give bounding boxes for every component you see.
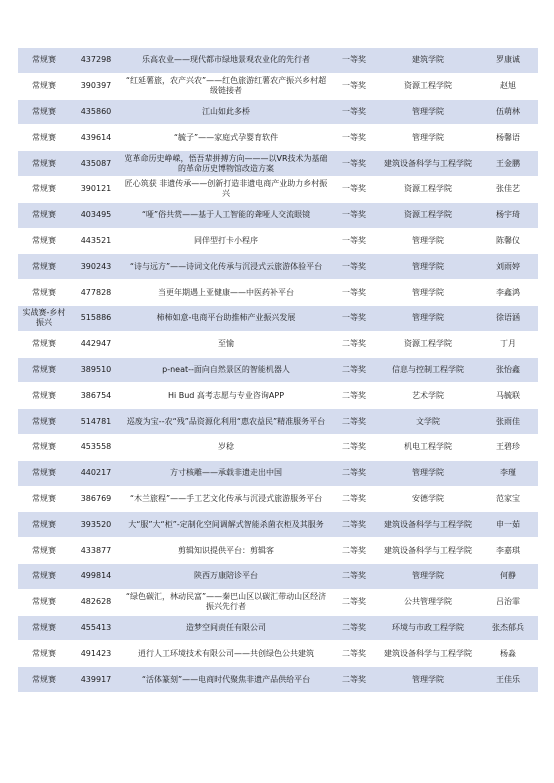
project-id-cell: 439917 — [70, 667, 122, 693]
leader-name-cell: 刘雨婷 — [478, 254, 538, 280]
school-cell: 管理学院 — [378, 99, 478, 125]
project-title-cell: Hi Bud 高考志愿与专业咨询APP — [122, 383, 330, 409]
competition-type-cell: 常规赛 — [18, 73, 70, 99]
competition-type-cell: 常规赛 — [18, 667, 70, 693]
competition-type-cell: 常规赛 — [18, 615, 70, 641]
competition-type-cell: 常规赛 — [18, 176, 70, 202]
award-level-cell: 二等奖 — [330, 460, 378, 486]
award-level-cell: 二等奖 — [330, 538, 378, 564]
leader-name-cell: 李鑫鸿 — [478, 280, 538, 306]
project-title-cell: 陕西万康陪诊平台 — [122, 563, 330, 589]
table-row — [18, 667, 538, 693]
project-id-cell: 390121 — [70, 176, 122, 202]
competition-type-cell: 常规赛 — [18, 125, 70, 151]
school-cell: 管理学院 — [378, 280, 478, 306]
project-id-cell: 491423 — [70, 641, 122, 667]
awards-table-body — [18, 48, 538, 692]
competition-type-cell: 常规赛 — [18, 228, 70, 254]
school-cell: 艺术学院 — [378, 383, 478, 409]
award-level-cell: 一等奖 — [330, 48, 378, 73]
project-id-cell: 435860 — [70, 99, 122, 125]
competition-type-cell: 常规赛 — [18, 331, 70, 357]
leader-name-cell: 李瑾 — [478, 460, 538, 486]
competition-type-cell: 常规赛 — [18, 434, 70, 460]
project-id-cell: 515886 — [70, 305, 122, 331]
table-row — [18, 176, 538, 202]
project-id-cell: 386769 — [70, 486, 122, 512]
table-row — [18, 383, 538, 409]
award-level-cell: 二等奖 — [330, 615, 378, 641]
table-row — [18, 589, 538, 615]
project-title-cell: “活体篆刻”——电商时代聚焦非遗产品供给平台 — [122, 667, 330, 693]
competition-type-cell: 常规赛 — [18, 409, 70, 435]
school-cell: 环境与市政工程学院 — [378, 615, 478, 641]
award-level-cell: 一等奖 — [330, 280, 378, 306]
project-title-cell: p-neat--面向自然景区的智能机器人 — [122, 357, 330, 383]
table-row — [18, 73, 538, 99]
project-title-cell: 江山如此多桥 — [122, 99, 330, 125]
school-cell: 资源工程学院 — [378, 331, 478, 357]
leader-name-cell: 伍萌林 — [478, 99, 538, 125]
competition-type-cell: 常规赛 — [18, 563, 70, 589]
project-title-cell: 剪辑知识提供平台：剪辑客 — [122, 538, 330, 564]
project-id-cell: 443521 — [70, 228, 122, 254]
award-level-cell: 二等奖 — [330, 486, 378, 512]
project-title-cell: 岁稔 — [122, 434, 330, 460]
table-row — [18, 434, 538, 460]
award-level-cell: 一等奖 — [330, 99, 378, 125]
project-id-cell: 453558 — [70, 434, 122, 460]
school-cell: 建筑设备科学与工程学院 — [378, 538, 478, 564]
school-cell: 管理学院 — [378, 460, 478, 486]
project-title-cell: “诗与远方”——诗词文化传承与沉浸式云旅游体验平台 — [122, 254, 330, 280]
project-title-cell: 方寸核雕——承载非遗走出中国 — [122, 460, 330, 486]
award-level-cell: 一等奖 — [330, 305, 378, 331]
competition-type-cell: 常规赛 — [18, 641, 70, 667]
school-cell: 资源工程学院 — [378, 73, 478, 99]
leader-name-cell: 张杰郁兵 — [478, 615, 538, 641]
leader-name-cell: 赵旭 — [478, 73, 538, 99]
table-row — [18, 280, 538, 306]
award-level-cell: 二等奖 — [330, 357, 378, 383]
table-row — [18, 615, 538, 641]
school-cell: 管理学院 — [378, 563, 478, 589]
school-cell: 管理学院 — [378, 667, 478, 693]
table-row — [18, 641, 538, 667]
competition-type-cell: 常规赛 — [18, 280, 70, 306]
table-row — [18, 331, 538, 357]
school-cell: 建筑设备科学与工程学院 — [378, 151, 478, 177]
leader-name-cell: 马毓联 — [478, 383, 538, 409]
project-id-cell: 403495 — [70, 202, 122, 228]
project-id-cell: 386754 — [70, 383, 122, 409]
leader-name-cell: 吕治霏 — [478, 589, 538, 615]
leader-name-cell: 申一茹 — [478, 512, 538, 538]
table-row — [18, 305, 538, 331]
award-level-cell: 一等奖 — [330, 125, 378, 151]
award-level-cell: 一等奖 — [330, 254, 378, 280]
competition-type-cell: 常规赛 — [18, 538, 70, 564]
leader-name-cell: 王碧珍 — [478, 434, 538, 460]
project-id-cell: 455413 — [70, 615, 122, 641]
competition-type-cell: 常规赛 — [18, 151, 70, 177]
school-cell: 安德学院 — [378, 486, 478, 512]
project-title-cell: 览革命历史峥嵘，悟吾辈拼搏方向———以VR技术为基础的革命历史博物馆改造方案 — [122, 151, 330, 177]
leader-name-cell: 杨宇琦 — [478, 202, 538, 228]
project-title-cell: 至愉 — [122, 331, 330, 357]
school-cell: 资源工程学院 — [378, 202, 478, 228]
project-id-cell: 482628 — [70, 589, 122, 615]
leader-name-cell: 丁月 — [478, 331, 538, 357]
competition-type-cell: 常规赛 — [18, 202, 70, 228]
project-title-cell: “木兰旅程”——手工艺文化传承与沉浸式旅游服务平台 — [122, 486, 330, 512]
award-level-cell: 二等奖 — [330, 667, 378, 693]
leader-name-cell: 何静 — [478, 563, 538, 589]
competition-type-cell: 常规赛 — [18, 512, 70, 538]
school-cell: 机电工程学院 — [378, 434, 478, 460]
competition-type-cell: 常规赛 — [18, 99, 70, 125]
leader-name-cell: 杨馨语 — [478, 125, 538, 151]
competition-type-cell: 常规赛 — [18, 254, 70, 280]
project-title-cell: “红延薯旅，农产兴农”——红色旅游红薯农产振兴乡村超级链接者 — [122, 73, 330, 99]
award-level-cell: 二等奖 — [330, 409, 378, 435]
award-level-cell: 二等奖 — [330, 512, 378, 538]
table-row — [18, 563, 538, 589]
project-title-cell: 匠心筑获 非遗传承——创新打造非遗电商产业助力乡村振兴 — [122, 176, 330, 202]
award-level-cell: 二等奖 — [330, 641, 378, 667]
table-row — [18, 512, 538, 538]
table-row — [18, 254, 538, 280]
project-title-cell: 乐高农业——现代都市绿地景观农业化的先行者 — [122, 48, 330, 73]
school-cell: 管理学院 — [378, 254, 478, 280]
project-title-cell: “毓子”——家庭式孕婴育软件 — [122, 125, 330, 151]
project-id-cell: 389510 — [70, 357, 122, 383]
school-cell: 建筑设备科学与工程学院 — [378, 512, 478, 538]
award-level-cell: 一等奖 — [330, 176, 378, 202]
project-id-cell: 514781 — [70, 409, 122, 435]
table-row — [18, 99, 538, 125]
table-row — [18, 151, 538, 177]
project-id-cell: 433877 — [70, 538, 122, 564]
leader-name-cell: 王佳乐 — [478, 667, 538, 693]
school-cell: 管理学院 — [378, 228, 478, 254]
table-row — [18, 357, 538, 383]
project-title-cell: 同伴型打卡小程序 — [122, 228, 330, 254]
project-title-cell: 巡废为宝--农“残”品资源化利用“惠农益民”精准服务平台 — [122, 409, 330, 435]
awards-table — [18, 48, 538, 693]
award-level-cell: 二等奖 — [330, 383, 378, 409]
school-cell: 文学院 — [378, 409, 478, 435]
school-cell: 公共管理学院 — [378, 589, 478, 615]
project-id-cell: 442947 — [70, 331, 122, 357]
school-cell: 建筑学院 — [378, 48, 478, 73]
leader-name-cell: 李嘉琪 — [478, 538, 538, 564]
table-row — [18, 125, 538, 151]
competition-type-cell: 实战赛-乡村振兴 — [18, 305, 70, 331]
leader-name-cell: 张佳艺 — [478, 176, 538, 202]
project-id-cell: 477828 — [70, 280, 122, 306]
competition-type-cell: 常规赛 — [18, 486, 70, 512]
leader-name-cell: 张雨佳 — [478, 409, 538, 435]
competition-type-cell: 常规赛 — [18, 460, 70, 486]
project-title-cell: 大“服”大“柜”-定制化空间调解式智能杀菌衣柜及其服务 — [122, 512, 330, 538]
school-cell: 建筑设备科学与工程学院 — [378, 641, 478, 667]
project-title-cell: 造梦空间责任有限公司 — [122, 615, 330, 641]
table-row — [18, 409, 538, 435]
project-title-cell: 当更年期遇上亚健康——中医药补平台 — [122, 280, 330, 306]
award-level-cell: 二等奖 — [330, 434, 378, 460]
project-id-cell: 499814 — [70, 563, 122, 589]
school-cell: 资源工程学院 — [378, 176, 478, 202]
school-cell: 管理学院 — [378, 305, 478, 331]
school-cell: 管理学院 — [378, 125, 478, 151]
leader-name-cell: 张怡鑫 — [478, 357, 538, 383]
project-title-cell: 柿柿如意-电商平台助推柿产业振兴发展 — [122, 305, 330, 331]
competition-type-cell: 常规赛 — [18, 589, 70, 615]
leader-name-cell: 王金鹏 — [478, 151, 538, 177]
project-id-cell: 439614 — [70, 125, 122, 151]
award-level-cell: 一等奖 — [330, 73, 378, 99]
project-title-cell: 逍行人工环境技术有限公司——共创绿色公共建筑 — [122, 641, 330, 667]
project-id-cell: 437298 — [70, 48, 122, 73]
leader-name-cell: 徐语涵 — [478, 305, 538, 331]
leader-name-cell: 罗康诚 — [478, 48, 538, 73]
award-level-cell: 一等奖 — [330, 151, 378, 177]
award-level-cell: 二等奖 — [330, 589, 378, 615]
project-title-cell: “绿色碳汇，林动民富”——秦巴山区以碳汇带动山区经济振兴先行者 — [122, 589, 330, 615]
competition-type-cell: 常规赛 — [18, 383, 70, 409]
project-id-cell: 440217 — [70, 460, 122, 486]
competition-type-cell: 常规赛 — [18, 357, 70, 383]
project-id-cell: 390397 — [70, 73, 122, 99]
award-level-cell: 二等奖 — [330, 331, 378, 357]
project-id-cell: 435087 — [70, 151, 122, 177]
school-cell: 信息与控制工程学院 — [378, 357, 478, 383]
leader-name-cell: 范家宝 — [478, 486, 538, 512]
project-id-cell: 390243 — [70, 254, 122, 280]
award-level-cell: 二等奖 — [330, 563, 378, 589]
competition-type-cell: 常规赛 — [18, 48, 70, 73]
table-row — [18, 202, 538, 228]
table-row — [18, 460, 538, 486]
award-level-cell: 一等奖 — [330, 202, 378, 228]
project-id-cell: 393520 — [70, 512, 122, 538]
table-row — [18, 228, 538, 254]
table-row — [18, 486, 538, 512]
table-row — [18, 48, 538, 73]
leader-name-cell: 陈馨仪 — [478, 228, 538, 254]
project-title-cell: “哑”俗共赏——基于人工智能的聋哑人交流眼镜 — [122, 202, 330, 228]
table-row — [18, 538, 538, 564]
leader-name-cell: 杨淼 — [478, 641, 538, 667]
award-level-cell: 一等奖 — [330, 228, 378, 254]
